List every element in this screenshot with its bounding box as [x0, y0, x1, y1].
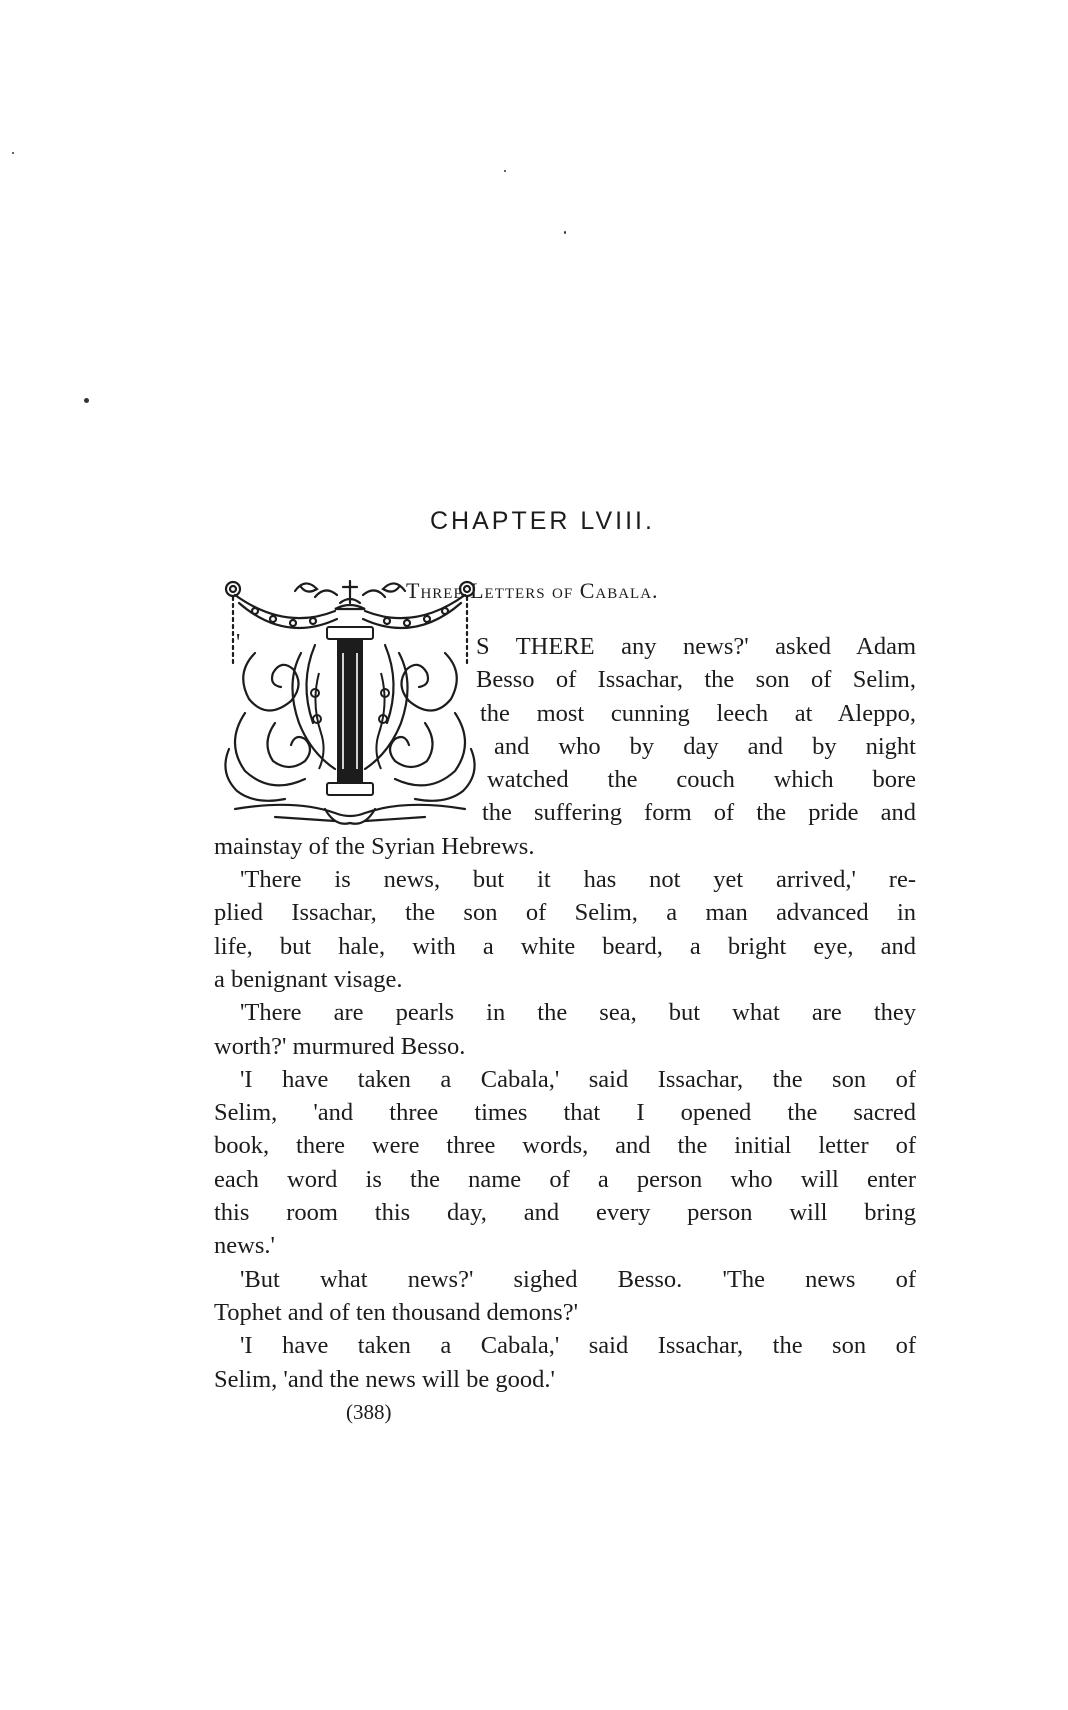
text-line: news.' — [214, 1232, 275, 1260]
text-line: Tophet and of ten thousand demons?' — [214, 1298, 578, 1326]
page-number: (388) — [346, 1400, 392, 1424]
text-line: the suffering form of the pride and — [482, 799, 916, 827]
text-line: book, there were three words, and the initial letter of — [214, 1132, 916, 1160]
text-line: and who by day and by night — [494, 732, 916, 760]
text-line: the most cunning leech at Aleppo, — [480, 699, 916, 727]
text-line: this room this day, and every person will bring — [214, 1199, 916, 1227]
text-line: mainstay of the Syrian Hebrews. — [214, 832, 535, 860]
text-line: S THERE any news?' asked Adam — [476, 633, 916, 660]
text-line: Selim, 'and the news will be good.' — [214, 1365, 555, 1393]
drop-cap-open-quote: ' — [236, 630, 241, 656]
text-line: each word is the name of a person who will enter — [214, 1165, 916, 1193]
text-line: a benignant visage. — [214, 965, 403, 993]
scan-speck — [84, 398, 89, 403]
text-line: plied Issachar, the son of Selim, a man advanced in — [214, 899, 916, 927]
text-line: life, but hale, with a white beard, a bright eye, and — [214, 932, 916, 960]
text-line: 'There are pearls in the sea, but what are they — [240, 999, 916, 1027]
scan-speck — [564, 231, 566, 234]
text-line: 'But what news?' sighed Besso. 'The news of — [240, 1265, 916, 1293]
text-line: 'I have taken a Cabala,' said Issachar, the son of — [240, 1065, 916, 1093]
text-line: 'There is news, but it has not yet arrived,' re- — [240, 866, 916, 894]
text-line: Besso of Issachar, the son of Selim, — [476, 666, 916, 694]
text-line: Selim, 'and three times that I opened the sacred — [214, 1099, 916, 1127]
chapter-body-text — [214, 630, 916, 1396]
text-line: 'I have taken a Cabala,' said Issachar, the son of — [240, 1332, 916, 1360]
text-line: watched the couch which bore — [487, 766, 916, 794]
chapter-subtitle-text: Three Letters of Cabala. — [406, 578, 659, 603]
chapter-heading: CHAPTER LVIII. — [430, 507, 655, 535]
scan-speck — [12, 152, 14, 154]
text-line: worth?' murmured Besso. — [214, 1032, 466, 1060]
scan-speck — [504, 170, 506, 172]
